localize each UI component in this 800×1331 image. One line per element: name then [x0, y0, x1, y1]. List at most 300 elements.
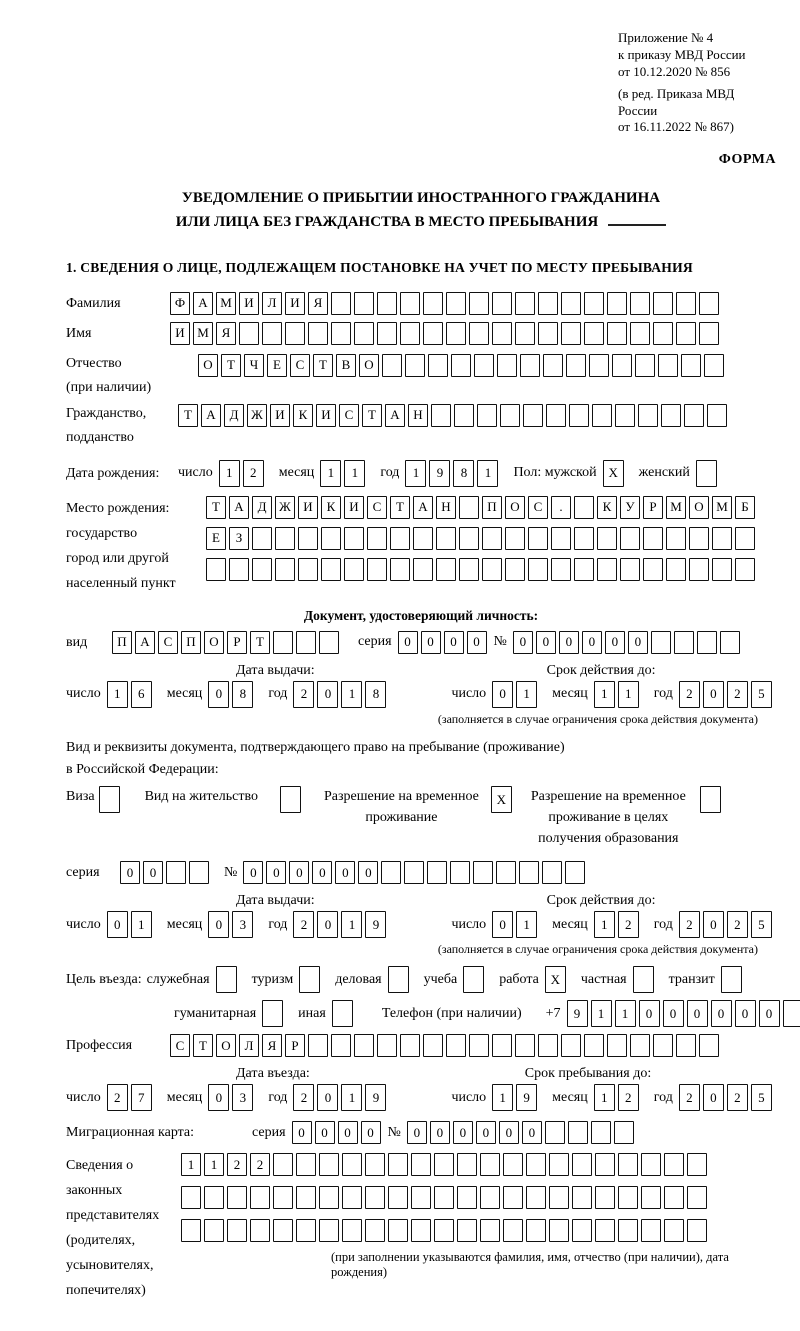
char-cell[interactable] [321, 527, 341, 550]
char-cell[interactable] [697, 631, 717, 654]
char-cell[interactable]: 0 [513, 631, 533, 654]
char-cell[interactable]: И [344, 496, 364, 519]
char-cell[interactable]: 0 [687, 1000, 708, 1027]
char-cell[interactable] [204, 1186, 224, 1209]
char-cell[interactable] [551, 558, 571, 581]
char-cell[interactable]: С [339, 404, 359, 427]
char-cell[interactable] [712, 558, 732, 581]
char-cell[interactable] [459, 496, 479, 519]
char-cell[interactable]: Ж [275, 496, 295, 519]
char-cell[interactable]: 1 [405, 460, 426, 487]
char-cell[interactable]: 0 [499, 1121, 519, 1144]
char-cell[interactable] [463, 966, 484, 993]
char-cell[interactable] [676, 1034, 696, 1057]
char-cell[interactable]: С [170, 1034, 190, 1057]
char-cell[interactable] [643, 558, 663, 581]
representatives-boxes-row2[interactable] [181, 1186, 776, 1209]
char-cell[interactable]: Я [216, 322, 236, 345]
char-cell[interactable]: П [112, 631, 132, 654]
char-cell[interactable]: X [603, 460, 624, 487]
char-cell[interactable]: 0 [421, 631, 441, 654]
char-cell[interactable]: Д [224, 404, 244, 427]
char-cell[interactable] [689, 558, 709, 581]
char-cell[interactable] [783, 1000, 800, 1027]
char-cell[interactable] [434, 1153, 454, 1176]
char-cell[interactable]: К [293, 404, 313, 427]
char-cell[interactable]: 1 [341, 681, 362, 708]
char-cell[interactable]: С [290, 354, 310, 377]
char-cell[interactable] [428, 354, 448, 377]
char-cell[interactable]: X [491, 786, 512, 813]
char-cell[interactable] [250, 1219, 270, 1242]
doc-series-boxes[interactable] [398, 631, 490, 654]
char-cell[interactable] [298, 558, 318, 581]
char-cell[interactable] [296, 1153, 316, 1176]
char-cell[interactable]: У [620, 496, 640, 519]
char-cell[interactable] [666, 527, 686, 550]
char-cell[interactable]: 2 [227, 1153, 247, 1176]
char-cell[interactable]: 1 [591, 1000, 612, 1027]
char-cell[interactable]: 2 [618, 911, 639, 938]
char-cell[interactable] [423, 1034, 443, 1057]
char-cell[interactable] [296, 1186, 316, 1209]
char-cell[interactable]: Ч [244, 354, 264, 377]
char-cell[interactable]: 0 [605, 631, 625, 654]
patronymic-boxes[interactable] [198, 354, 727, 377]
char-cell[interactable] [382, 354, 402, 377]
char-cell[interactable]: 1 [219, 460, 240, 487]
doc-issue-month-boxes[interactable] [208, 681, 256, 708]
residence-issue-year-boxes[interactable] [293, 911, 389, 938]
char-cell[interactable] [735, 527, 755, 550]
entry-month-boxes[interactable] [208, 1084, 256, 1111]
char-cell[interactable] [367, 558, 387, 581]
char-cell[interactable]: 0 [467, 631, 487, 654]
char-cell[interactable] [612, 354, 632, 377]
char-cell[interactable]: 1 [107, 681, 128, 708]
char-cell[interactable] [319, 631, 339, 654]
char-cell[interactable] [589, 354, 609, 377]
char-cell[interactable]: 1 [477, 460, 498, 487]
purpose-private-checkbox[interactable] [633, 966, 657, 993]
char-cell[interactable] [480, 1153, 500, 1176]
char-cell[interactable]: 2 [679, 1084, 700, 1111]
char-cell[interactable] [275, 558, 295, 581]
temp-residence-education-checkbox[interactable] [700, 786, 724, 813]
char-cell[interactable] [411, 1219, 431, 1242]
char-cell[interactable] [505, 558, 525, 581]
char-cell[interactable]: 1 [320, 460, 341, 487]
char-cell[interactable] [664, 1186, 684, 1209]
char-cell[interactable] [528, 527, 548, 550]
char-cell[interactable]: Я [262, 1034, 282, 1057]
char-cell[interactable]: 2 [727, 1084, 748, 1111]
char-cell[interactable] [515, 1034, 535, 1057]
char-cell[interactable] [411, 1153, 431, 1176]
char-cell[interactable]: Л [262, 292, 282, 315]
char-cell[interactable] [546, 404, 566, 427]
char-cell[interactable]: 2 [679, 681, 700, 708]
char-cell[interactable] [189, 861, 209, 884]
char-cell[interactable] [411, 1186, 431, 1209]
char-cell[interactable]: Ф [170, 292, 190, 315]
char-cell[interactable]: 0 [453, 1121, 473, 1144]
char-cell[interactable]: 0 [317, 681, 338, 708]
char-cell[interactable] [319, 1153, 339, 1176]
char-cell[interactable] [561, 322, 581, 345]
char-cell[interactable] [630, 322, 650, 345]
doc-expiry-day-boxes[interactable] [492, 681, 540, 708]
char-cell[interactable] [561, 1034, 581, 1057]
char-cell[interactable]: 1 [516, 911, 537, 938]
char-cell[interactable] [614, 1121, 634, 1144]
char-cell[interactable] [342, 1186, 362, 1209]
char-cell[interactable]: 1 [341, 1084, 362, 1111]
doc-issue-year-boxes[interactable] [293, 681, 389, 708]
char-cell[interactable]: 2 [293, 911, 314, 938]
stay-year-boxes[interactable] [679, 1084, 775, 1111]
char-cell[interactable]: И [270, 404, 290, 427]
char-cell[interactable] [618, 1219, 638, 1242]
char-cell[interactable]: А [201, 404, 221, 427]
char-cell[interactable] [332, 1000, 353, 1027]
doc-expiry-month-boxes[interactable] [594, 681, 642, 708]
char-cell[interactable] [377, 292, 397, 315]
char-cell[interactable] [477, 404, 497, 427]
char-cell[interactable]: 0 [315, 1121, 335, 1144]
char-cell[interactable] [331, 322, 351, 345]
birth-place-boxes-row1[interactable] [206, 496, 758, 519]
char-cell[interactable]: 0 [317, 1084, 338, 1111]
char-cell[interactable]: О [359, 354, 379, 377]
char-cell[interactable] [367, 527, 387, 550]
name-boxes[interactable] [170, 322, 722, 345]
char-cell[interactable]: П [181, 631, 201, 654]
char-cell[interactable] [436, 558, 456, 581]
purpose-study-checkbox[interactable] [463, 966, 487, 993]
representatives-boxes-row3[interactable] [181, 1219, 776, 1242]
char-cell[interactable]: 1 [594, 911, 615, 938]
char-cell[interactable] [446, 322, 466, 345]
char-cell[interactable]: З [229, 527, 249, 550]
char-cell[interactable] [388, 1153, 408, 1176]
char-cell[interactable]: 2 [618, 1084, 639, 1111]
char-cell[interactable] [321, 558, 341, 581]
char-cell[interactable]: 5 [751, 911, 772, 938]
char-cell[interactable]: Т [178, 404, 198, 427]
char-cell[interactable]: 0 [711, 1000, 732, 1027]
char-cell[interactable]: Т [250, 631, 270, 654]
char-cell[interactable] [469, 1034, 489, 1057]
residence-series-boxes[interactable] [120, 861, 212, 884]
char-cell[interactable]: 1 [181, 1153, 201, 1176]
stay-month-boxes[interactable] [594, 1084, 642, 1111]
char-cell[interactable]: М [666, 496, 686, 519]
char-cell[interactable]: 0 [312, 861, 332, 884]
char-cell[interactable]: С [158, 631, 178, 654]
char-cell[interactable] [227, 1186, 247, 1209]
char-cell[interactable]: 2 [293, 681, 314, 708]
char-cell[interactable] [474, 354, 494, 377]
char-cell[interactable] [633, 966, 654, 993]
char-cell[interactable] [687, 1186, 707, 1209]
char-cell[interactable] [457, 1153, 477, 1176]
char-cell[interactable] [344, 558, 364, 581]
migration-series-boxes[interactable] [292, 1121, 384, 1144]
char-cell[interactable] [676, 292, 696, 315]
char-cell[interactable] [653, 322, 673, 345]
char-cell[interactable] [459, 527, 479, 550]
char-cell[interactable] [620, 558, 640, 581]
char-cell[interactable] [721, 966, 742, 993]
char-cell[interactable] [492, 322, 512, 345]
char-cell[interactable]: 2 [243, 460, 264, 487]
char-cell[interactable] [365, 1153, 385, 1176]
char-cell[interactable] [390, 527, 410, 550]
char-cell[interactable] [538, 1034, 558, 1057]
char-cell[interactable]: К [321, 496, 341, 519]
char-cell[interactable] [549, 1153, 569, 1176]
char-cell[interactable]: А [385, 404, 405, 427]
char-cell[interactable]: 9 [365, 911, 386, 938]
char-cell[interactable]: 0 [559, 631, 579, 654]
char-cell[interactable] [296, 631, 316, 654]
char-cell[interactable]: 0 [407, 1121, 427, 1144]
char-cell[interactable] [400, 322, 420, 345]
char-cell[interactable]: 1 [492, 1084, 513, 1111]
char-cell[interactable] [216, 966, 237, 993]
char-cell[interactable]: 0 [639, 1000, 660, 1027]
char-cell[interactable]: Н [436, 496, 456, 519]
char-cell[interactable]: О [689, 496, 709, 519]
char-cell[interactable] [618, 1153, 638, 1176]
char-cell[interactable] [434, 1219, 454, 1242]
char-cell[interactable]: 3 [232, 911, 253, 938]
char-cell[interactable] [239, 322, 259, 345]
char-cell[interactable]: Л [239, 1034, 259, 1057]
char-cell[interactable] [381, 861, 401, 884]
char-cell[interactable] [492, 1034, 512, 1057]
char-cell[interactable]: М [193, 322, 213, 345]
char-cell[interactable] [658, 354, 678, 377]
char-cell[interactable] [99, 786, 120, 813]
char-cell[interactable] [480, 1186, 500, 1209]
char-cell[interactable]: 0 [536, 631, 556, 654]
char-cell[interactable] [454, 404, 474, 427]
residence-issue-day-boxes[interactable] [107, 911, 155, 938]
char-cell[interactable]: X [545, 966, 566, 993]
char-cell[interactable]: 9 [365, 1084, 386, 1111]
char-cell[interactable] [569, 404, 589, 427]
char-cell[interactable] [354, 292, 374, 315]
char-cell[interactable] [413, 527, 433, 550]
char-cell[interactable] [365, 1186, 385, 1209]
char-cell[interactable] [653, 292, 673, 315]
char-cell[interactable]: И [285, 292, 305, 315]
char-cell[interactable] [696, 460, 717, 487]
char-cell[interactable]: Р [227, 631, 247, 654]
char-cell[interactable] [572, 1219, 592, 1242]
char-cell[interactable] [299, 966, 320, 993]
char-cell[interactable] [252, 527, 272, 550]
char-cell[interactable]: 0 [759, 1000, 780, 1027]
char-cell[interactable] [273, 1153, 293, 1176]
char-cell[interactable]: Е [206, 527, 226, 550]
char-cell[interactable]: 0 [703, 911, 724, 938]
char-cell[interactable] [704, 354, 724, 377]
char-cell[interactable] [473, 861, 493, 884]
char-cell[interactable]: 0 [208, 1084, 229, 1111]
char-cell[interactable] [434, 1186, 454, 1209]
birth-place-boxes-row3[interactable] [206, 558, 758, 581]
char-cell[interactable]: М [216, 292, 236, 315]
char-cell[interactable] [538, 292, 558, 315]
char-cell[interactable] [699, 322, 719, 345]
char-cell[interactable]: 9 [516, 1084, 537, 1111]
char-cell[interactable]: И [239, 292, 259, 315]
char-cell[interactable] [561, 292, 581, 315]
char-cell[interactable] [526, 1219, 546, 1242]
char-cell[interactable]: И [316, 404, 336, 427]
char-cell[interactable]: 2 [727, 681, 748, 708]
char-cell[interactable]: М [712, 496, 732, 519]
char-cell[interactable] [405, 354, 425, 377]
char-cell[interactable] [549, 1186, 569, 1209]
birth-month-boxes[interactable] [320, 460, 368, 487]
char-cell[interactable] [597, 558, 617, 581]
char-cell[interactable] [699, 292, 719, 315]
char-cell[interactable] [674, 631, 694, 654]
char-cell[interactable]: 1 [594, 1084, 615, 1111]
char-cell[interactable] [720, 631, 740, 654]
char-cell[interactable] [480, 1219, 500, 1242]
char-cell[interactable] [597, 527, 617, 550]
char-cell[interactable] [543, 354, 563, 377]
char-cell[interactable] [275, 527, 295, 550]
char-cell[interactable] [206, 558, 226, 581]
purpose-official-checkbox[interactable] [216, 966, 240, 993]
char-cell[interactable] [252, 558, 272, 581]
char-cell[interactable]: К [597, 496, 617, 519]
char-cell[interactable]: 9 [567, 1000, 588, 1027]
char-cell[interactable]: Р [643, 496, 663, 519]
char-cell[interactable]: 5 [751, 681, 772, 708]
temp-residence-checkbox[interactable] [491, 786, 515, 813]
char-cell[interactable] [572, 1186, 592, 1209]
char-cell[interactable]: 0 [522, 1121, 542, 1144]
char-cell[interactable]: 8 [232, 681, 253, 708]
char-cell[interactable] [446, 1034, 466, 1057]
char-cell[interactable] [166, 861, 186, 884]
char-cell[interactable]: 3 [232, 1084, 253, 1111]
char-cell[interactable]: 0 [317, 911, 338, 938]
char-cell[interactable]: И [170, 322, 190, 345]
char-cell[interactable] [545, 1121, 565, 1144]
char-cell[interactable]: Б [735, 496, 755, 519]
char-cell[interactable] [273, 1219, 293, 1242]
char-cell[interactable] [331, 292, 351, 315]
char-cell[interactable] [664, 1219, 684, 1242]
char-cell[interactable]: . [551, 496, 571, 519]
char-cell[interactable] [595, 1153, 615, 1176]
char-cell[interactable] [618, 1186, 638, 1209]
char-cell[interactable]: Р [285, 1034, 305, 1057]
char-cell[interactable] [469, 292, 489, 315]
char-cell[interactable] [607, 292, 627, 315]
char-cell[interactable]: 2 [250, 1153, 270, 1176]
char-cell[interactable]: 6 [131, 681, 152, 708]
char-cell[interactable] [595, 1186, 615, 1209]
char-cell[interactable] [568, 1121, 588, 1144]
char-cell[interactable] [181, 1219, 201, 1242]
char-cell[interactable]: О [204, 631, 224, 654]
char-cell[interactable] [273, 1186, 293, 1209]
char-cell[interactable]: О [216, 1034, 236, 1057]
char-cell[interactable] [551, 527, 571, 550]
char-cell[interactable] [584, 292, 604, 315]
char-cell[interactable] [390, 558, 410, 581]
char-cell[interactable]: 1 [204, 1153, 224, 1176]
char-cell[interactable]: Я [308, 292, 328, 315]
char-cell[interactable] [505, 527, 525, 550]
entry-year-boxes[interactable] [293, 1084, 389, 1111]
char-cell[interactable]: П [482, 496, 502, 519]
char-cell[interactable]: Т [206, 496, 226, 519]
char-cell[interactable]: 0 [208, 911, 229, 938]
char-cell[interactable]: 0 [292, 1121, 312, 1144]
char-cell[interactable] [592, 404, 612, 427]
char-cell[interactable]: 5 [751, 1084, 772, 1111]
purpose-work-checkbox[interactable] [545, 966, 569, 993]
char-cell[interactable] [666, 558, 686, 581]
char-cell[interactable] [664, 1153, 684, 1176]
char-cell[interactable] [354, 322, 374, 345]
char-cell[interactable] [687, 1219, 707, 1242]
char-cell[interactable] [700, 786, 721, 813]
char-cell[interactable] [413, 558, 433, 581]
char-cell[interactable] [641, 1219, 661, 1242]
char-cell[interactable]: 9 [429, 460, 450, 487]
char-cell[interactable]: 8 [365, 681, 386, 708]
char-cell[interactable] [503, 1153, 523, 1176]
char-cell[interactable] [607, 322, 627, 345]
char-cell[interactable]: Н [408, 404, 428, 427]
char-cell[interactable] [457, 1186, 477, 1209]
birth-day-boxes[interactable] [219, 460, 267, 487]
char-cell[interactable]: 0 [582, 631, 602, 654]
char-cell[interactable]: Т [221, 354, 241, 377]
char-cell[interactable] [404, 861, 424, 884]
char-cell[interactable]: 0 [243, 861, 263, 884]
char-cell[interactable]: 0 [735, 1000, 756, 1027]
surname-boxes[interactable] [170, 292, 722, 315]
birth-place-boxes-row2[interactable] [206, 527, 758, 550]
char-cell[interactable] [423, 292, 443, 315]
char-cell[interactable] [181, 1186, 201, 1209]
char-cell[interactable] [681, 354, 701, 377]
char-cell[interactable] [630, 292, 650, 315]
char-cell[interactable] [712, 527, 732, 550]
char-cell[interactable]: 8 [453, 460, 474, 487]
char-cell[interactable]: 0 [266, 861, 286, 884]
char-cell[interactable] [526, 1153, 546, 1176]
char-cell[interactable]: В [336, 354, 356, 377]
char-cell[interactable]: 2 [679, 911, 700, 938]
char-cell[interactable]: О [198, 354, 218, 377]
char-cell[interactable] [354, 1034, 374, 1057]
char-cell[interactable] [503, 1186, 523, 1209]
char-cell[interactable]: 0 [338, 1121, 358, 1144]
